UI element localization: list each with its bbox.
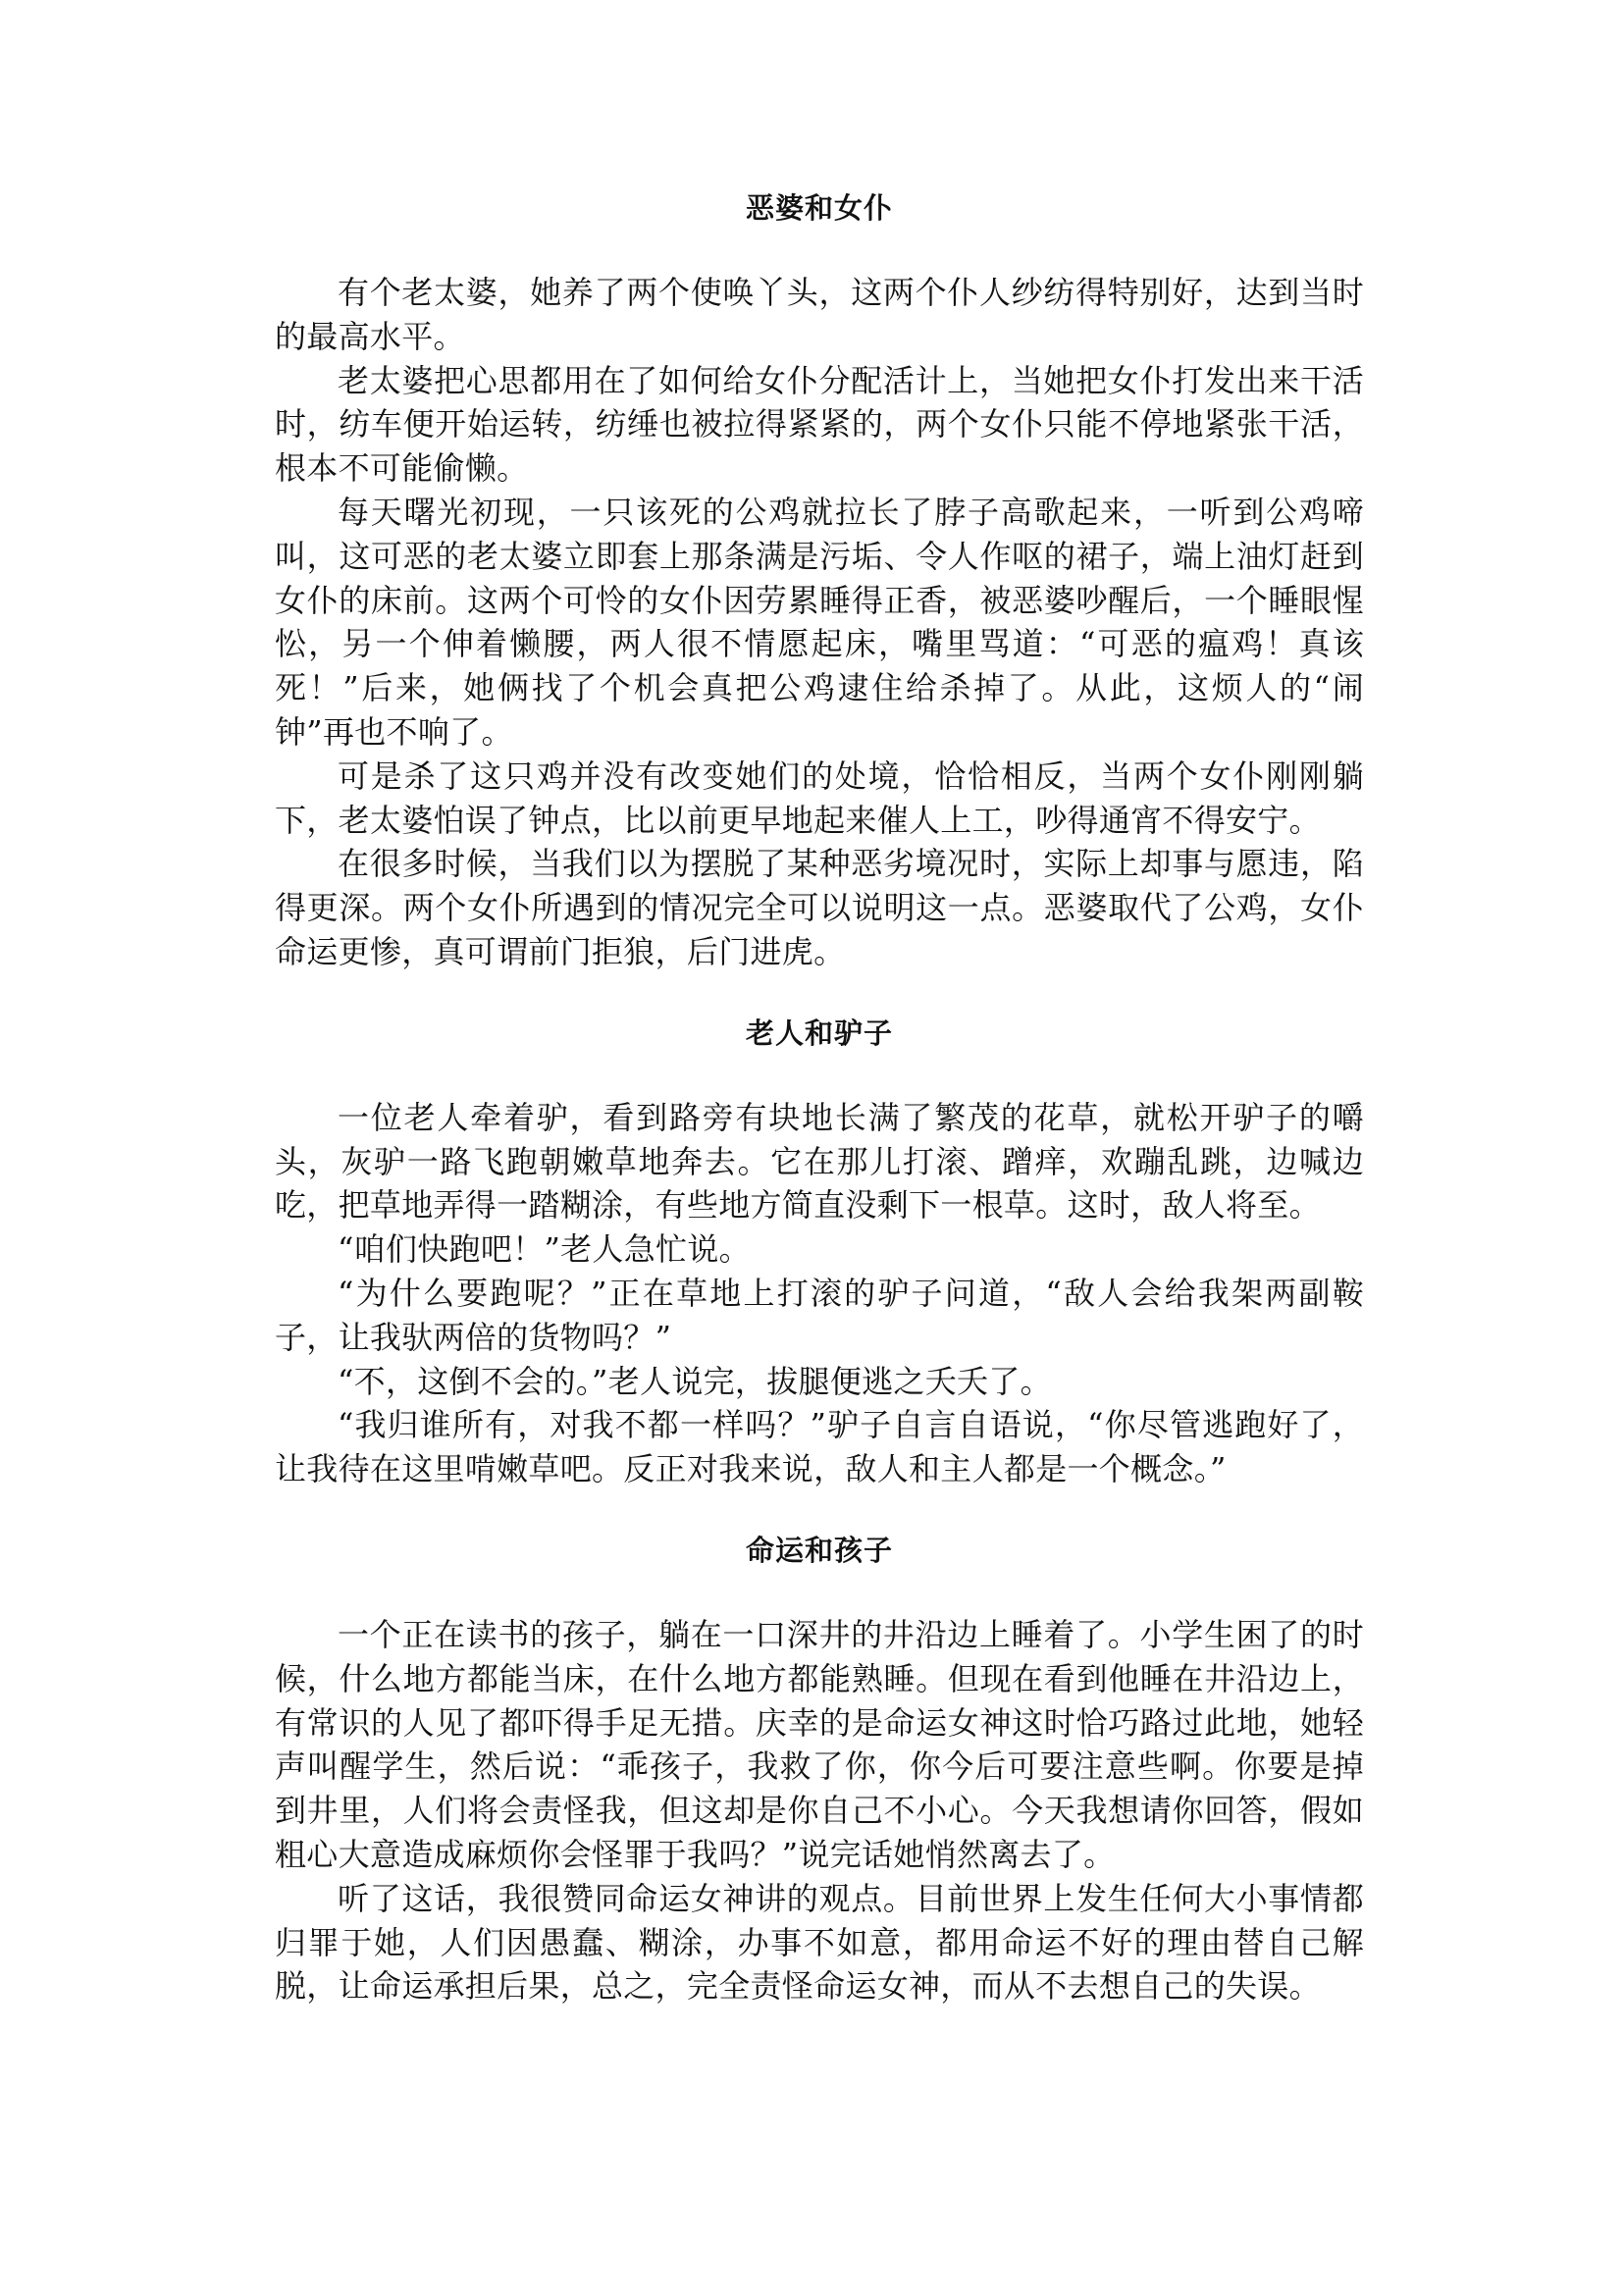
story-paragraph: 一个正在读书的孩子，躺在一口深井的井沿边上睡着了。小学生困了的时候，什么地方都能当床，在什么地方都能熟睡。但现在看到他睡在井沿边上，有常识的人见了都吓得手足无措。庆幸的是命运女神这时恰巧路过此地，她轻声叫醒学生，然后说：“乖孩子，我救了你，你今后可要注意些啊。你要是掉到井里，人们将会责怪我，但这却是你自己不小心。今天我想请你回答，假如粗心大意造成麻烦你会怪罪于我吗？”说完话她悄然离去了。 — [275, 1615, 1364, 1873]
story-paragraph: 可是杀了这只鸡并没有改变她们的处境，恰恰相反，当两个女仆刚刚躺下，老太婆怕误了钟点，比以前更早地起来催人上工，吵得通宵不得安宁。 — [275, 756, 1364, 839]
story-paragraph: 有个老太婆，她养了两个使唤丫头，这两个仆人纱纺得特别好，达到当时的最高水平。 — [275, 274, 1364, 355]
story-paragraph: 听了这话，我很赞同命运女神讲的观点。目前世界上发生任何大小事情都归罪于她，人们因愚蠢、糊涂，办事不如意，都用命运不好的理由替自己解脱，让命运承担后果，总之，完全责怪命运女神，而从不去想自己的失误。 — [275, 1879, 1364, 2006]
story-title: 命运和孩子 — [745, 1533, 893, 1567]
story-paragraph: 每天曙光初现，一只该死的公鸡就拉长了脖子高歌起来，一听到公鸡啼叫，这可恶的老太婆立即套上那条满是污垢、令人作呕的裙子，端上油灯赶到女仆的床前。这两个可怜的女仆因劳累睡得正香，被恶婆吵醒后，一个睡眼惺忪，另一个伸着懒腰，两人很不情愿起床，嘴里骂道：“可恶的瘟鸡！真该死！”后来，她俩找了个机会真把公鸡逮住给杀掉了。从此，这烦人的“闹钟”再也不响了。 — [275, 493, 1364, 751]
story-old-man-and-donkey — [275, 1012, 1364, 1491]
story-title: 老人和驴子 — [745, 1016, 893, 1050]
story-paragraph: 老太婆把心思都用在了如何给女仆分配活计上，当她把女仆打发出来干活时，纺车便开始运转，纺缍也被拉得紧紧的，两个女仆只能不停地紧张干活，根本不可能偷懒。 — [275, 361, 1364, 488]
story-fortune-and-child — [275, 1529, 1364, 2008]
story-paragraph: “我归谁所有，对我不都一样吗？”驴子自言自语说，“你尽管逃跑好了，让我待在这里啃嫩草吧。反正对我来说，敌人和主人都是一个概念。” — [275, 1406, 1364, 1488]
story-paragraph: 在很多时候，当我们以为摆脱了某种恶劣境况时，实际上却事与愿违，陷得更深。两个女仆所遇到的情况完全可以说明这一点。恶婆取代了公鸡，女仆命运更惨，真可谓前门拒狼，后门进虎。 — [275, 845, 1364, 970]
document-page — [275, 186, 1364, 2008]
story-evil-woman-and-maids — [275, 186, 1364, 974]
story-paragraph: “不，这倒不会的。”老人说完，拔腿便逃之夭夭了。 — [338, 1362, 1052, 1400]
story-paragraph: “咱们快跑吧！”老人急忙说。 — [338, 1230, 751, 1269]
story-paragraph: “为什么要跑呢？”正在草地上打滚的驴子问道，“敌人会给我架两副鞍子，让我驮两倍的货物吗？” — [275, 1274, 1364, 1356]
story-title: 恶婆和女仆 — [745, 191, 893, 225]
story-paragraph: 一位老人牵着驴，看到路旁有块地长满了繁茂的花草，就松开驴子的嚼头，灰驴一路飞跑朝嫩草地奔去。它在那儿打滚、蹭痒，欢蹦乱跳，边喊边吃，把草地弄得一踏糊涂，有些地方简直没剩下一根草。这时，敌人将至。 — [275, 1098, 1364, 1225]
